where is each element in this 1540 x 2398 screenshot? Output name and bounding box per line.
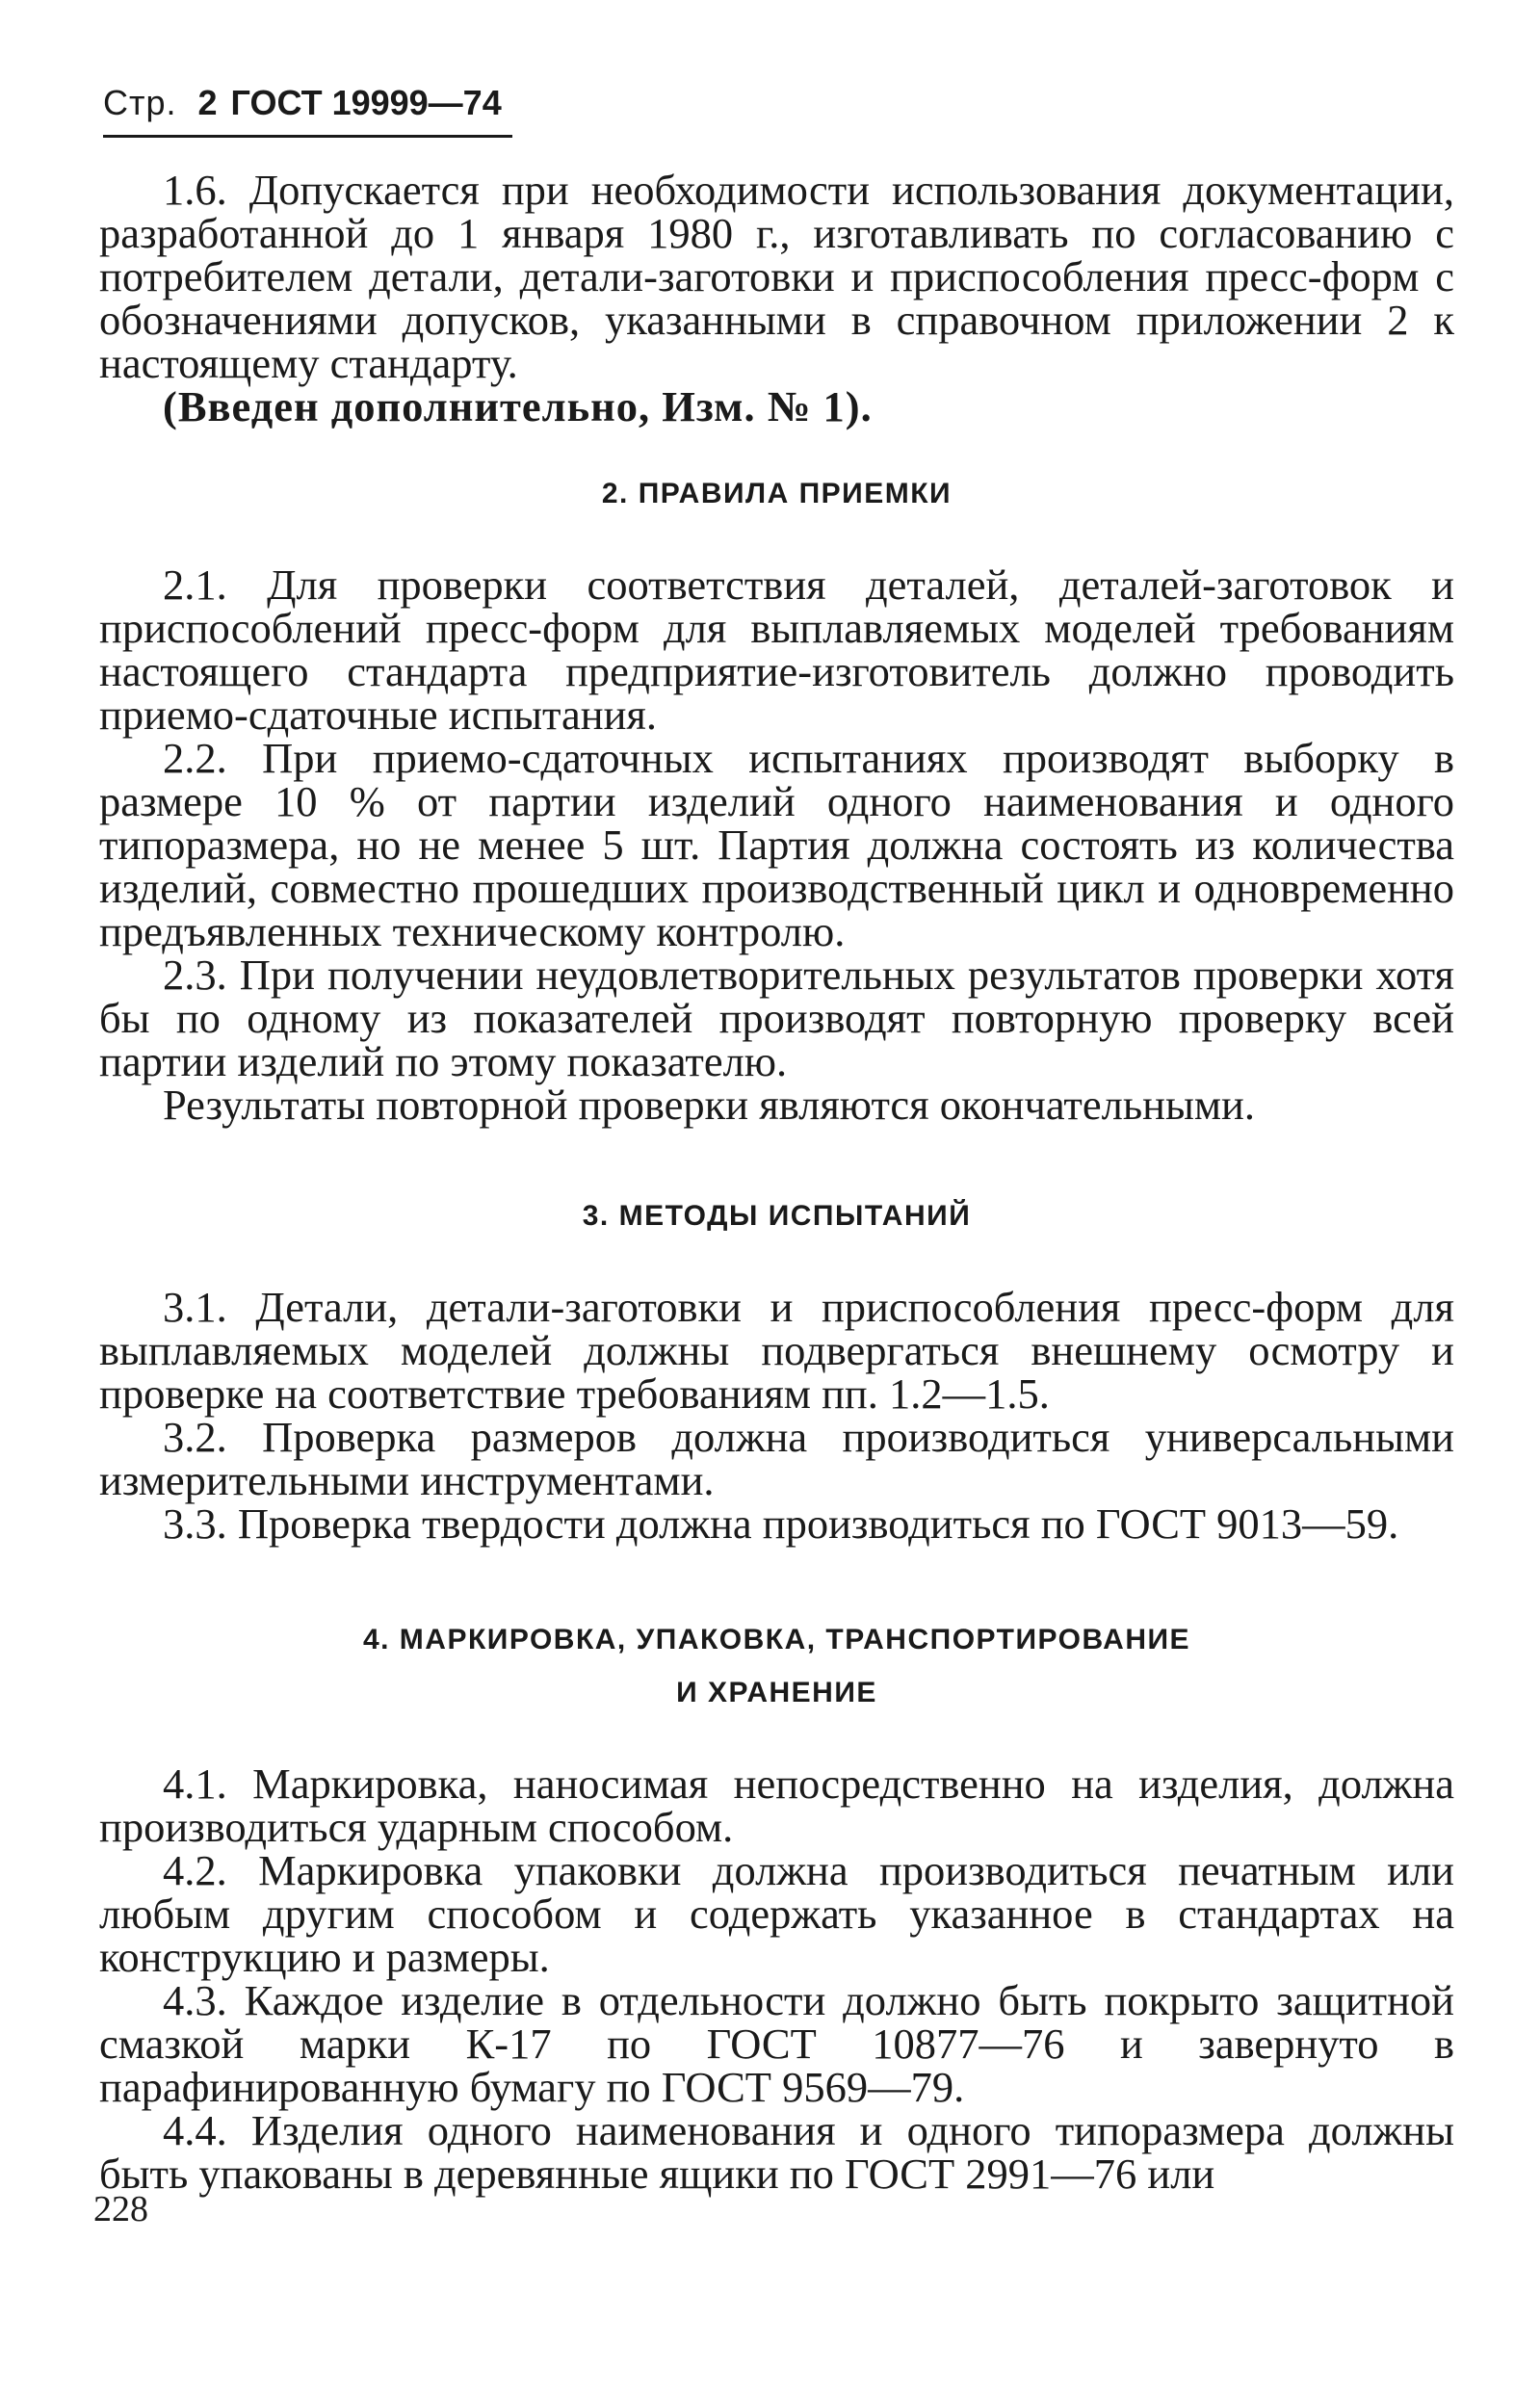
header-rule	[103, 135, 512, 138]
paragraph-2-1: 2.1. Для проверки соответствия деталей, деталей-заготовок и приспособлений пресс-форм для выплавляемых моделей требованиям настоящего стандарта предприятие-изготовитель должно проводить приемо-сдаточные испытания.	[99, 560, 1454, 739]
running-header	[103, 83, 502, 123]
paragraph-2-3: 2.3. При получении неудовлетворительных результатов проверки хотя бы по одному из показателей производят повторную проверку всей партии изделий по этому показателю.	[99, 951, 1454, 1085]
paragraph-3-3: 3.3. Проверка твердости должна производиться по ГОСТ 9013—59.	[163, 1499, 1399, 1548]
page-label: Стр.	[103, 83, 177, 122]
page-index: 2	[197, 83, 218, 122]
paragraph-3-1: 3.1. Детали, детали-заготовки и приспособления пресс-форм для выплавляемых моделей должны подвергаться внешнему осмотру и проверке на соответствие требованиям пп. 1.2—1.5.	[99, 1283, 1454, 1418]
section-3-title: 3. МЕТОДЫ ИСПЫТАНИЙ	[582, 1200, 972, 1232]
paragraph-2-3-final: Результаты повторной проверки являются окончательными.	[163, 1081, 1255, 1129]
document-body	[99, 166, 1454, 2198]
paragraph-4-3: 4.3. Каждое изделие в отдельности должно быть покрыто защитной смазкой марки К-17 по ГОСТ 10877—76 и завернуто в парафинированную бумагу по ГОСТ 9569—79.	[99, 1976, 1454, 2111]
amendment-note: (Введен дополнительно, Изм. № 1).	[163, 382, 873, 430]
paragraph-4-4: 4.4. Изделия одного наименования и одного типоразмера должны быть упакованы в деревянные ящики по ГОСТ 2991—76 или	[99, 2106, 1454, 2198]
section-4-title-line-2: И ХРАНЕНИЕ	[676, 1677, 877, 1708]
paragraph-4-2: 4.2. Маркировка упаковки должна производиться печатным или любым другим способом и содержать указанное в стандартах на конструкцию и размеры.	[99, 1846, 1454, 1981]
paragraph-1-6: 1.6. Допускается при необходимости использования документации, разработанной до 1 января 1980 г., изготавливать по согласованию с потребителем детали, детали-заготовки и приспособления пресс-форм с обозначениями допусков, указанными в справочном приложении 2 к настоящему стандарту.	[99, 166, 1454, 387]
paragraph-4-1: 4.1. Маркировка, наносимая непосредственно на изделия, должна производиться ударным способом.	[99, 1759, 1454, 1851]
page-number: 228	[93, 2189, 148, 2229]
section-4-title-line-1: 4. МАРКИРОВКА, УПАКОВКА, ТРАНСПОРТИРОВАНИЕ	[362, 1624, 1191, 1655]
section-2-title: 2. ПРАВИЛА ПРИЕМКИ	[601, 478, 953, 509]
paragraph-3-2: 3.2. Проверка размеров должна производиться универсальными измерительными инструментами.	[99, 1413, 1454, 1504]
standard-designation: ГОСТ 19999—74	[230, 83, 502, 122]
paragraph-2-2: 2.2. При приемо-сдаточных испытаниях производят выборку в размере 10 % от партии изделий одного наименования и одного типоразмера, но не менее 5 шт. Партия должна состоять из количества изделий, совместно прошедших производственный цикл и одновременно предъявленных техническому контролю.	[99, 734, 1454, 955]
